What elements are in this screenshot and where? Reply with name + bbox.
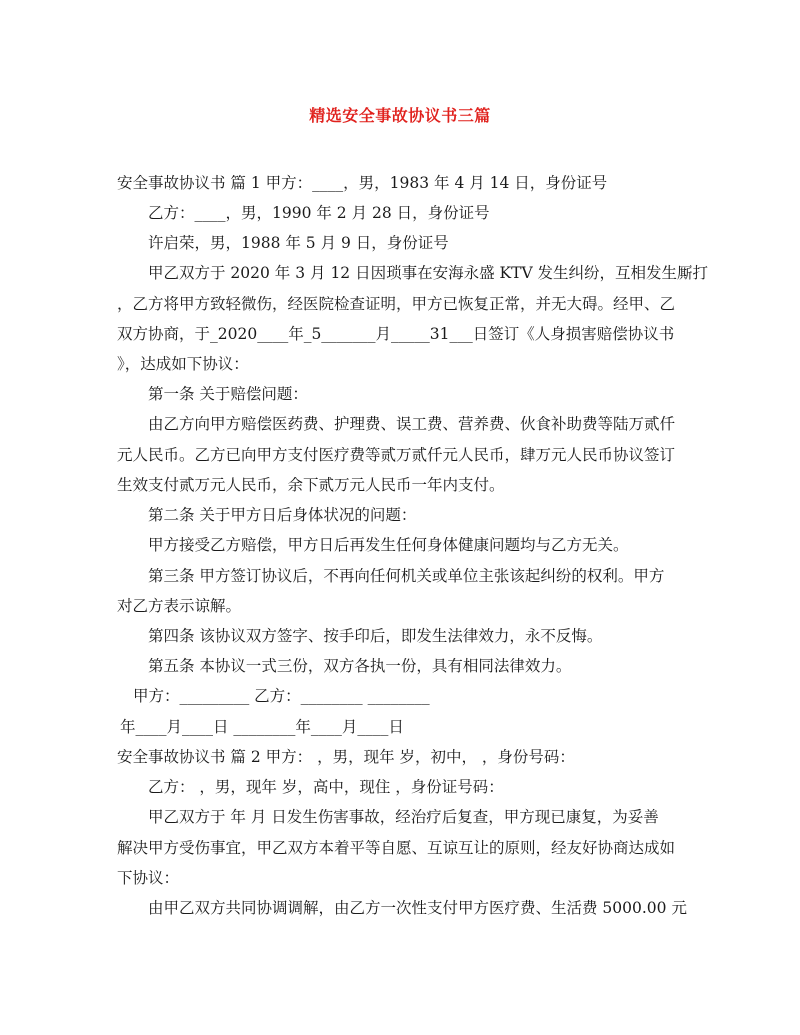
date-line: 年____月____日 ________年____月____日 (120, 718, 404, 736)
section-heading-1: 安全事故协议书 篇 1 甲方：____，男，1983 年 4 月 14 日，身份证号 (117, 174, 608, 192)
paragraph-line: 乙方：____，男，1990 年 2 月 28 日，身份证号 (148, 204, 490, 222)
paragraph-line: 甲方接受乙方赔偿，甲方日后再发生任何身体健康问题均与乙方无关。 (148, 536, 629, 554)
article-heading: 第二条 关于甲方日后身体状况的问题： (148, 506, 417, 524)
document-title: 精选安全事故协议书三篇 (309, 106, 491, 125)
section-heading-2: 安全事故协议书 篇 2 甲方： ，男，现年 岁，初中， ，身份号码： (117, 748, 575, 766)
paragraph-line: 》，达成如下协议： (117, 355, 249, 373)
paragraph-line: 乙方： ，男，现年 岁，高中，现住 ，身份证号码： (148, 778, 504, 796)
paragraph-line: 双方协商，于_2020____年_5_______月_____31___日签订《人身损害赔偿协议书 (117, 325, 675, 343)
paragraph-line: 对乙方表示谅解。 (117, 597, 242, 615)
paragraph-line: 生效支付贰万元人民币，余下贰万元人民币一年内支付。 (117, 476, 505, 494)
paragraph-line: 由甲乙双方共同协调调解，由乙方一次性支付甲方医疗费、生活费 5000.00 元 (148, 899, 687, 917)
paragraph-line: ，乙方将甲方致轻微伤，经医院检查证明，甲方已恢复正常，并无大碍。经甲、乙 (117, 295, 676, 313)
paragraph-line: 解决甲方受伤事宜，甲乙双方本着平等自愿、互谅互让的原则，经友好协商达成如 (117, 839, 676, 857)
paragraph-line: 下协议： (117, 869, 180, 887)
article-heading: 第一条 关于赔偿问题： (148, 385, 308, 403)
signature-line: 甲方：_________ 乙方：________ ________ (133, 687, 430, 705)
paragraph-line: 由乙方向甲方赔偿医药费、护理费、误工费、营养费、伙食补助费等陆万贰仟 (148, 415, 676, 433)
article-heading: 第三条 甲方签订协议后，不再向任何机关或单位主张该起纠纷的权利。甲方 (148, 567, 665, 585)
paragraph-line: 元人民币。乙方已向甲方支付医疗费等贰万贰仟元人民币，肆万元人民币协议签订 (117, 446, 676, 464)
article-heading: 第五条 本协议一式三份，双方各执一份，具有相同法律效力。 (148, 657, 572, 675)
paragraph-line: 许启荣，男，1988 年 5 月 9 日，身份证号 (148, 234, 449, 252)
paragraph-line: 甲乙双方于 2020 年 3 月 12 日因琐事在安海永盛 KTV 发生纠纷，互相发生厮打 (148, 264, 709, 282)
paragraph-line: 甲乙双方于 年 月 日发生伤害事故，经治疗后复查，甲方现已康复，为妥善 (148, 808, 659, 826)
article-heading: 第四条 该协议双方签字、按手印后，即发生法律效力，永不反悔。 (148, 627, 603, 645)
